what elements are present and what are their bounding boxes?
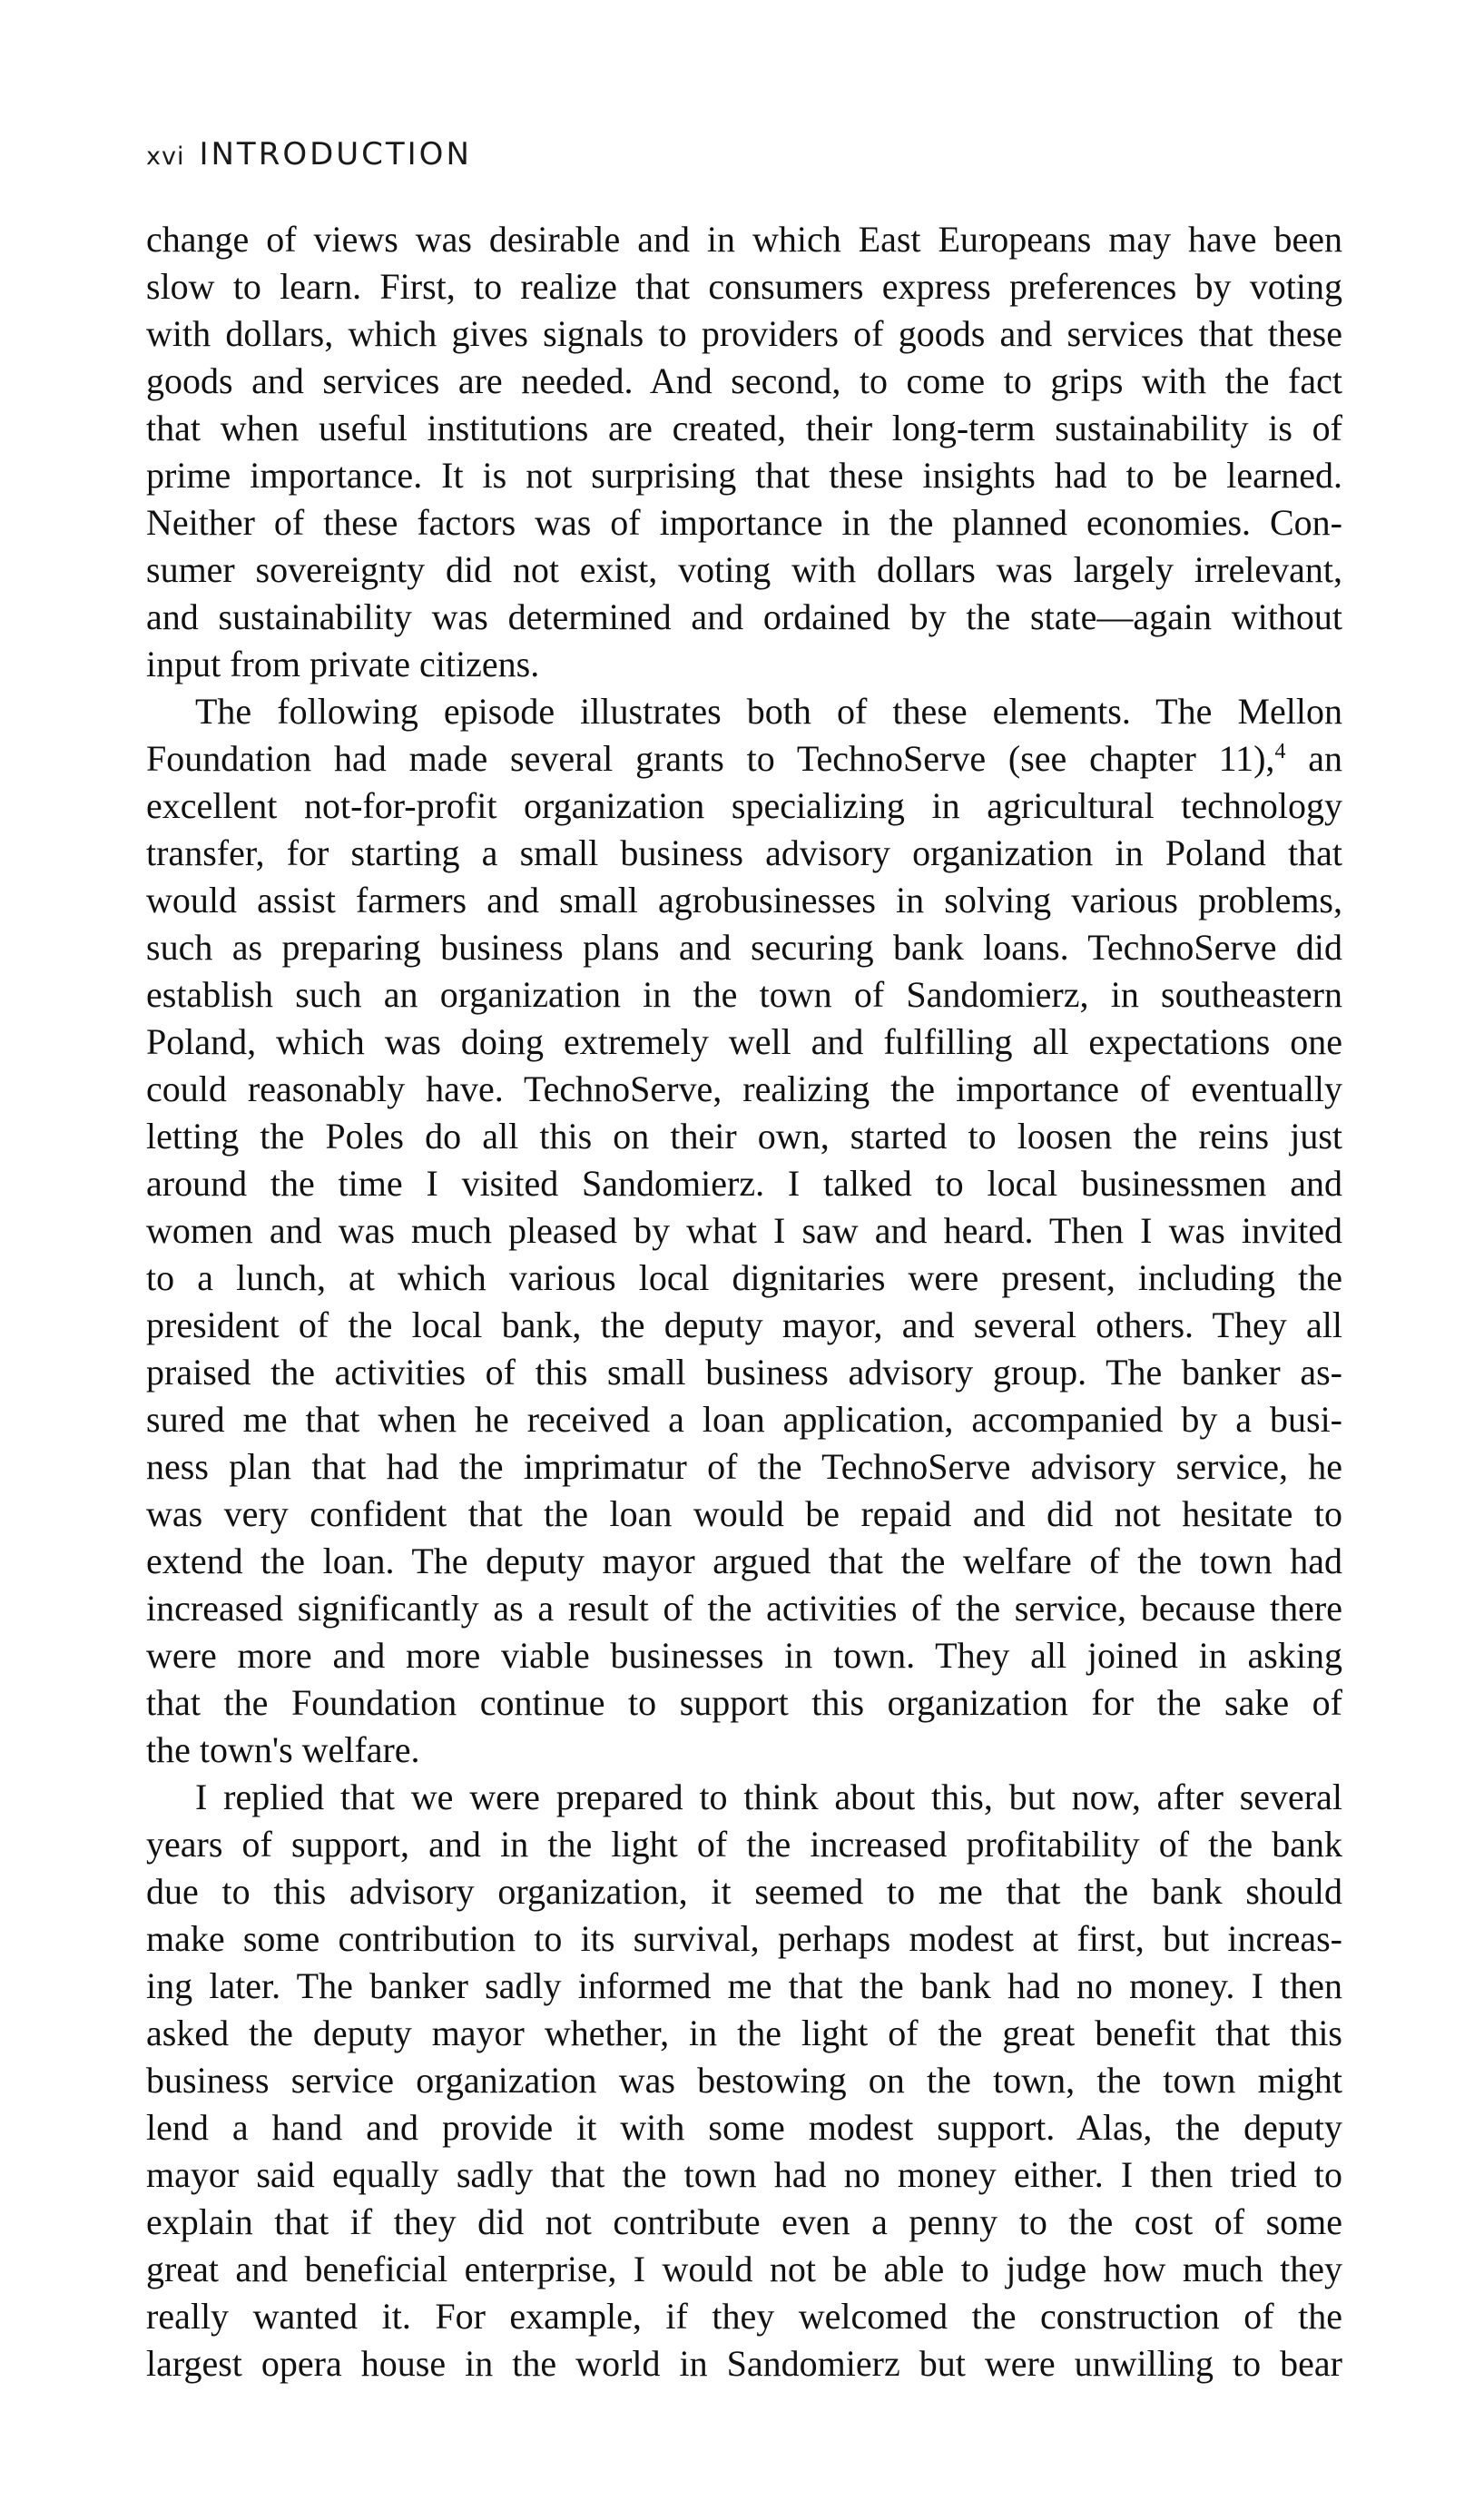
text-line: extend the loan. The deputy mayor argued that the welfare of the town had (146, 1541, 1342, 1581)
text-line-continuation: an (1285, 738, 1342, 779)
text-line: I replied that we were prepared to think about this, but now, after several (195, 1777, 1342, 1817)
text-line: really wanted it. For example, if they welcomed the construction of the (146, 2296, 1342, 2337)
text-line: were more and more viable businesses in town. They all joined in asking (146, 1635, 1342, 1676)
text-line-with-footnote (146, 735, 1342, 783)
text-line: with dollars, which gives signals to providers of goods and services that these (146, 313, 1342, 354)
text-line: great and beneficial enterprise, I would not be able to judge how much they (146, 2249, 1342, 2289)
text-line: lend a hand and provide it with some modest support. Alas, the deputy (146, 2107, 1342, 2148)
footnote-marker: 4 (1274, 740, 1286, 763)
text-line: prime importance. It is not surprising that these insights had to be learned. (146, 455, 1342, 496)
text-line: president of the local bank, the deputy mayor, and several others. They all (146, 1304, 1342, 1345)
text-line: that the Foundation continue to support this organization for the sake of (146, 1682, 1342, 1723)
text-line: women and was much pleased by what I saw and heard. Then I was invited (146, 1210, 1342, 1251)
text-line: goods and services are needed. And second, to come to grips with the fact (146, 360, 1342, 401)
text-line: was very confident that the loan would be repaid and did not hesitate to (146, 1493, 1342, 1534)
text-line: increased significantly as a result of the activities of the service, because there (146, 1588, 1342, 1629)
text-line: Poland, which was doing extremely well and fulfilling all expectations one (146, 1021, 1342, 1062)
text-line-content: Foundation had made several grants to TechnoServe (see chapter 11), (146, 738, 1275, 779)
text-line: to a lunch, at which various local dignitaries were present, including the (146, 1257, 1342, 1298)
text-line: such as preparing business plans and securing bank loans. TechnoServe did (146, 927, 1342, 968)
text-line: slow to learn. First, to realize that consumers express preferences by voting (146, 266, 1342, 307)
text-line: years of support, and in the light of the increased profitability of the bank (146, 1824, 1342, 1865)
body-text (146, 216, 1342, 2387)
text-line: letting the Poles do all this on their own, started to loosen the reins just (146, 1116, 1342, 1157)
text-line: asked the deputy mayor whether, in the light of the great benefit that this (146, 2013, 1342, 2053)
section-title: INTRODUCTION (199, 136, 472, 172)
text-line: change of views was desirable and in which East Europeans may have been (146, 219, 1342, 260)
running-head (146, 136, 472, 172)
text-line: that when useful institutions are created, their long-term sustainability is of (146, 408, 1342, 448)
page-number: xvi (146, 143, 185, 171)
text-line: ing later. The banker sadly informed me that the bank had no money. I then (146, 1965, 1342, 2006)
text-line: could reasonably have. TechnoServe, realizing the importance of eventually (146, 1068, 1342, 1109)
text-line: make some contribution to its survival, perhaps modest at first, but increas- (146, 1918, 1342, 1959)
text-line: largest opera house in the world in Sandomierz but were unwilling to bear (146, 2343, 1342, 2384)
text-line: praised the activities of this small business advisory group. The banker as- (146, 1352, 1342, 1393)
text-line: business service organization was bestowing on the town, the town might (146, 2060, 1342, 2101)
text-line: transfer, for starting a small business advisory organization in Poland that (146, 832, 1342, 873)
text-line: and sustainability was determined and ordained by the state—again without (146, 596, 1342, 637)
text-line: establish such an organization in the town of Sandomierz, in southeastern (146, 974, 1342, 1015)
text-line: sumer sovereignty did not exist, voting with dollars was largely irrelevant, (146, 549, 1342, 590)
text-line: ness plan that had the imprimatur of the TechnoServe advisory service, he (146, 1446, 1342, 1487)
text-line: around the time I visited Sandomierz. I talked to local businessmen and (146, 1163, 1342, 1204)
text-line: would assist farmers and small agrobusinesses in solving various problems, (146, 880, 1342, 920)
text-line: due to this advisory organization, it seemed to me that the bank should (146, 1871, 1342, 1912)
text-line: sured me that when he received a loan application, accompanied by a busi- (146, 1399, 1342, 1440)
text-line: the town's welfare. (146, 1729, 420, 1770)
text-line: input from private citizens. (146, 644, 540, 684)
text-line: excellent not-for-profit organization specializing in agricultural technology (146, 785, 1342, 826)
text-line: Neither of these factors was of importance in the planned economies. Con- (146, 502, 1342, 543)
text-line: The following episode illustrates both of these elements. The Mellon (195, 691, 1342, 732)
text-line: explain that if they did not contribute even a penny to the cost of some (146, 2201, 1342, 2242)
text-line: mayor said equally sadly that the town had no money either. I then tried to (146, 2154, 1342, 2195)
